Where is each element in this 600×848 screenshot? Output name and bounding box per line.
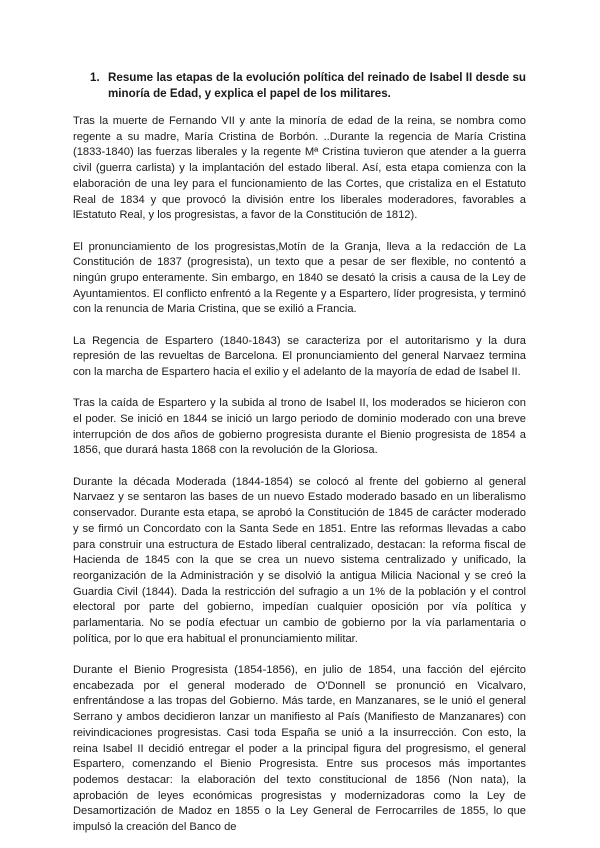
question-heading: [73, 70, 526, 101]
question-text: Resume las etapas de la evolución política del reinado de Isabel II desde su minoría de Edad, y explica el papel de los militares.: [108, 71, 526, 100]
paragraph-decada-moderada: Durante la década Moderada (1844-1854) se colocó al frente del gobierno al general Narvaez y se sentaron las bases de un nuevo Estado moderado basado en un liberalismo conservador. Durante esta etapa, se aprobó la Constitución de 1845 de carácter moderado y se firmó un Concordato con la Santa Sede en 1851. Entre las reformas llevadas a cabo para construir una estructura de Estado liberal centralizado, destacan: la reforma fiscal de Hacienda de 1845 con la que se crea un nuevo sistema centralizado y unificado, la reorganización de la Administración y se disolvió la antigua Milicia Nacional y se creó la Guardia Civil (1844). Dada la restricción del sufragio a un 1% de la población y el control electoral por parte del gobierno, impedían cualquier oposición por vía política y parlamentaria. No se podía efectuar un cambio de gobierno por la vía parlamentaria o política, por lo que era habitual el pronunciamiento militar.: [73, 475, 526, 645]
paragraph-regencia-espartero: La Regencia de Espartero (1840-1843) se caracteriza por el autoritarismo y la dura represión de las revueltas de Barcelona. El pronunciamiento del general Narvaez termina con la marcha de Espartero hacia el exilio y el adelanto de la mayoría de edad de Isabel II.: [73, 334, 526, 379]
paragraph-regencia-maria-cristina: Tras la muerte de Fernando VII y ante la minoría de edad de la reina, se nombra como regente a su madre, María Cristina de Borbón. ..Durante la regencia de María Cristina (1833-1840) las fuerzas liberales y la regente Mª Cristina tuvieron que atender a la guerra civil (guerra carlista) y la implantación del estado liberal. Así, esta etapa comienza con la elaboración de una ley para el funcionamiento de las Cortes, que cristaliza en el Estatuto Real de 1834 y que provocó la división entre los liberales moderadores, favorables a lEstatuto Real, y los progresistas, a favor de la Constitución de 1812).: [73, 115, 526, 222]
question-number: 1.: [90, 71, 100, 84]
paragraph-constitucion-1837: El pronunciamiento de los progresistas,Motín de la Granja, lleva a la redacción de La Constitución de 1837 (progresista), un texto que a pesar de ser flexible, no contentó a ningún grupo enteramente. Sin embargo, en 1840 se desató la crisis a causa de la Ley de Ayuntamientos. El conflicto enfrentó a la Regente y a Espartero, líder progresista, y terminó con la renuncia de Maria Cristina, que se exilió a Francia.: [73, 240, 526, 316]
paragraph-bienio-progresista: Durante el Bienio Progresista (1854-1856), en julio de 1854, una facción del ejército encabezada por el general moderado de O'Donnell se pronunció en Vicalvaro, enfrentándose a las tropas del Gobierno. Más tarde, en Manzanares, se le unió el general Serrano y ambos decidieron lanzar un manifiesto al País (Manifiesto de Manzanares) con reivindicaciones progresistas. Casi toda España se unió a la insurrección. Con esto, la reina Isabel II decidió entregar el poder a la principal figura del progresismo, el general Espartero, comenzando el Bienio Progresista. Entre sus procesos más importantes podemos destacar: la elaboración del texto constitucional de 1856 (Non nata), la aprobación de leyes económicas progresistas y modernizadoras como la Ley de Desamortización de Madoz en 1855 o la Ley General de Ferrocarriles de 1855, lo que impulsó la creación del Banco de: [73, 664, 526, 834]
paragraph-dominio-moderado: Tras la caída de Espartero y la subida al trono de Isabel II, los moderados se hicieron con el poder. Se inició en 1844 se inició un largo periodo de dominio moderado con una breve interrupción de dos años de gobierno progresista durante el Bienio progresista de 1854 a 1856, que durará hasta 1868 con la revolución de la Gloriosa.: [73, 397, 526, 457]
